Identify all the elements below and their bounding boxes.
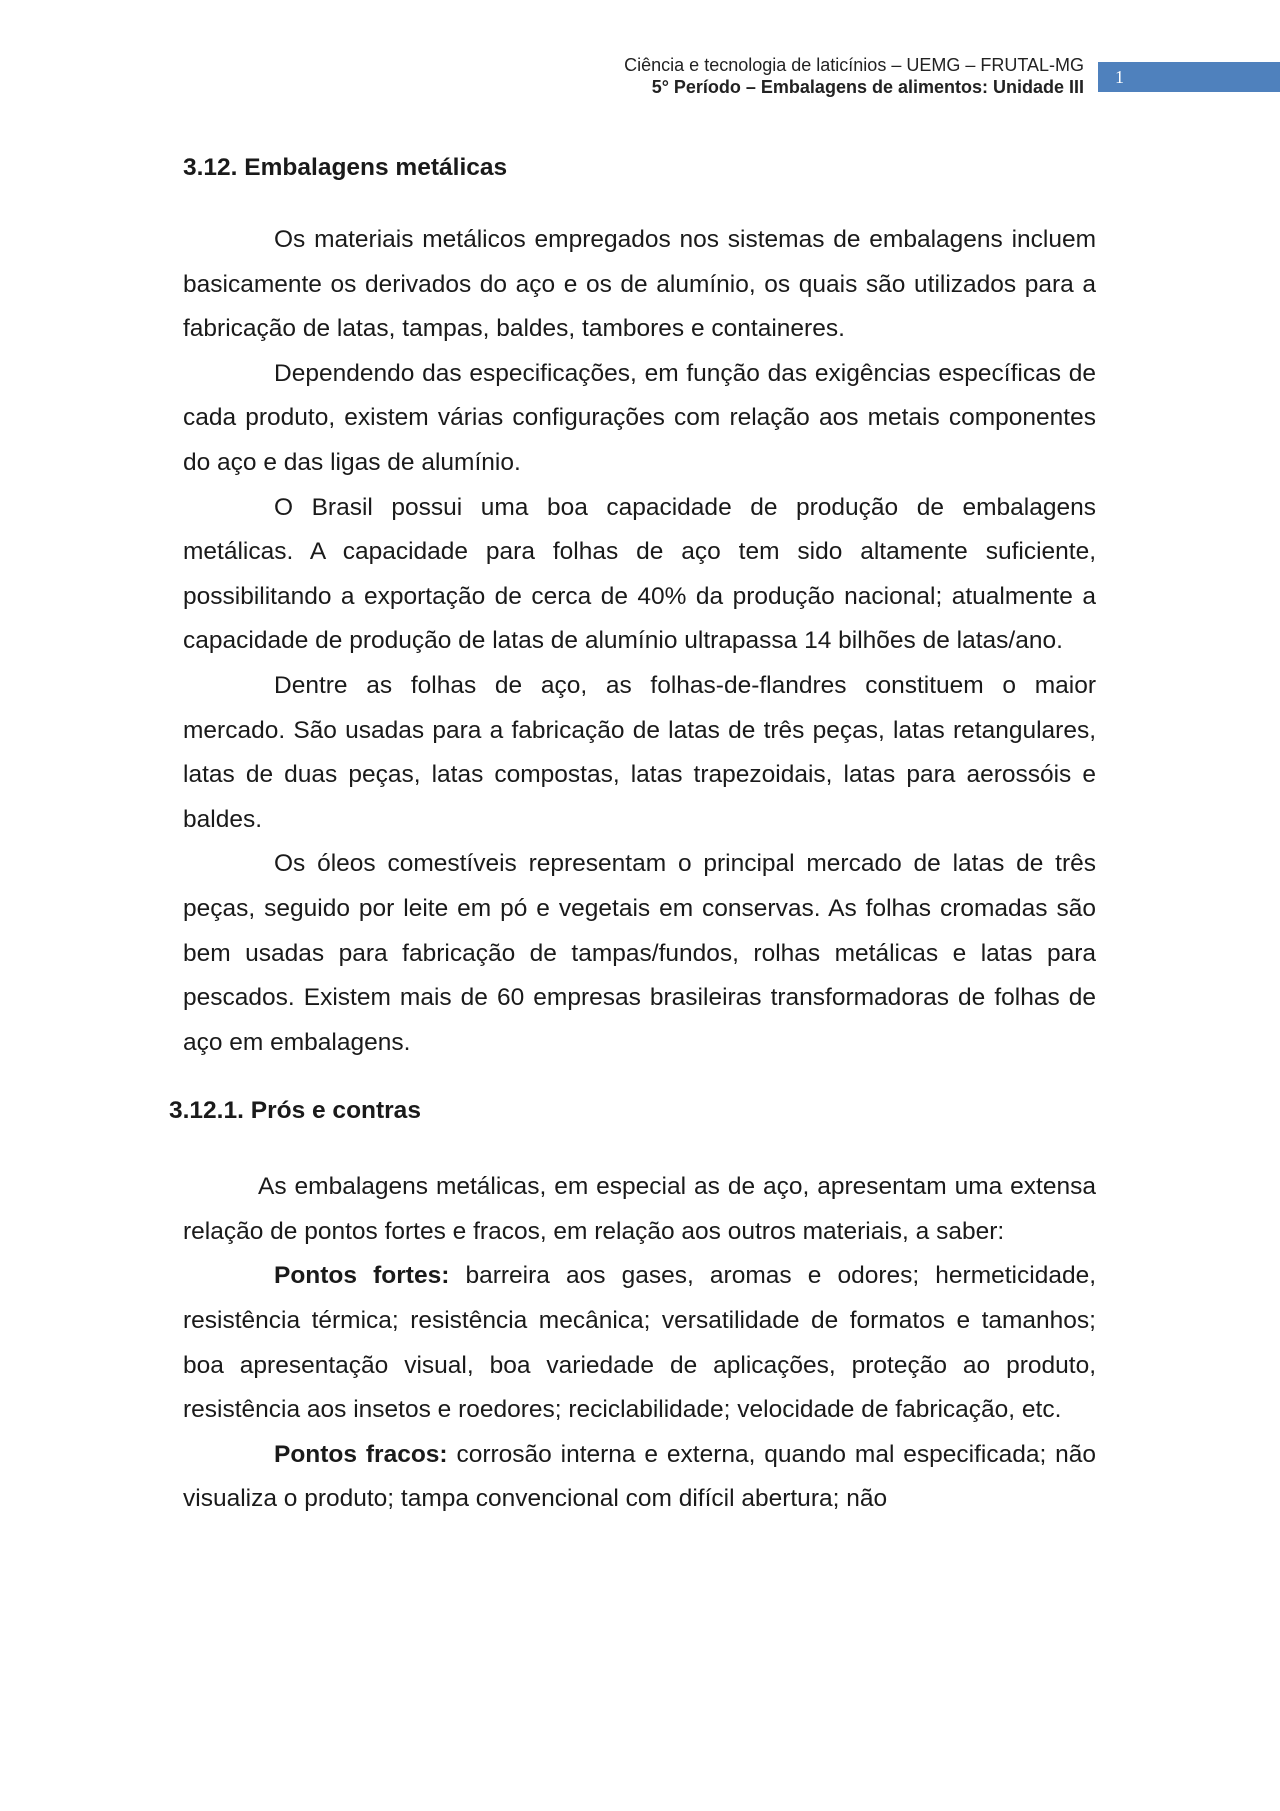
header-course-line: Ciência e tecnologia de laticínios – UEMG – FRUTAL-MG [624, 55, 1084, 75]
weak-points-paragraph [183, 1433, 1096, 1522]
paragraph: Dentre as folhas de aço, as folhas-de-flandres constituem o maior mercado. São usadas para a fabricação de latas de três peças, latas retangulares, latas de duas peças, latas compostas, latas trapezoidais, latas para aerossóis e baldes. [183, 671, 1096, 833]
page-body [169, 148, 1097, 1522]
strong-points-label: Pontos fortes: [274, 1262, 450, 1290]
section-title: 3.12. Embalagens metálicas [183, 154, 508, 181]
strong-points-paragraph [183, 1254, 1096, 1432]
weak-points-label: Pontos fracos: [274, 1440, 448, 1468]
subsection-title: 3.12.1. Prós e contras [169, 1097, 421, 1125]
page-number: 1 [1115, 67, 1124, 87]
paragraph: Dependendo das especificações, em função das exigências específicas de cada produto, existem várias configurações com relação aos metais componentes do aço e das ligas de alumínio. [183, 359, 1096, 476]
paragraph: Os óleos comestíveis representam o principal mercado de latas de três peças, seguido por leite em pó e vegetais em conservas. As folhas cromadas são bem usadas para fabricação de tampas/fundos, rolhas metálicas e latas para pescados. Existem mais de 60 empresas brasileiras transformadoras de folhas de aço em embalagens. [183, 850, 1096, 1056]
subsection-intro: As embalagens metálicas, em especial as de aço, apresentam uma extensa relação de pontos fortes e fracos, em relação aos outros materiais, a saber: [183, 1173, 1096, 1245]
page-number-tab [1098, 62, 1280, 92]
paragraph: O Brasil possui uma boa capacidade de produção de embalagens metálicas. A capacidade para folhas de aço tem sido altamente suficiente, possibilitando a exportação de cerca de 40% da produção nacional; atualmente a capacidade de produção de latas de alumínio ultrapassa 14 bilhões de latas/ano. [183, 493, 1096, 655]
running-header [624, 54, 1084, 98]
strong-points-text: barreira aos gases, aromas e odores; hermeticidade, resistência térmica; resistência mecânica; versatilidade de formatos e tamanhos; boa apresentação visual, boa variedade de aplicações, proteção ao produto, resistência aos insetos e roedores; reciclabilidade; velocidade de fabricação, etc. [183, 1262, 1096, 1424]
paragraph: Os materiais metálicos empregados nos sistemas de embalagens incluem basicamente os derivados do aço e os de alumínio, os quais são utilizados para a fabricação de latas, tampas, baldes, tambores e containeres. [183, 226, 1096, 343]
weak-points-text: corrosão interna e externa, quando mal especificada; não visualiza o produto; tampa convencional com difícil abertura; não [183, 1440, 1097, 1513]
header-unit-line: 5° Período – Embalagens de alimentos: Unidade III [651, 77, 1084, 97]
